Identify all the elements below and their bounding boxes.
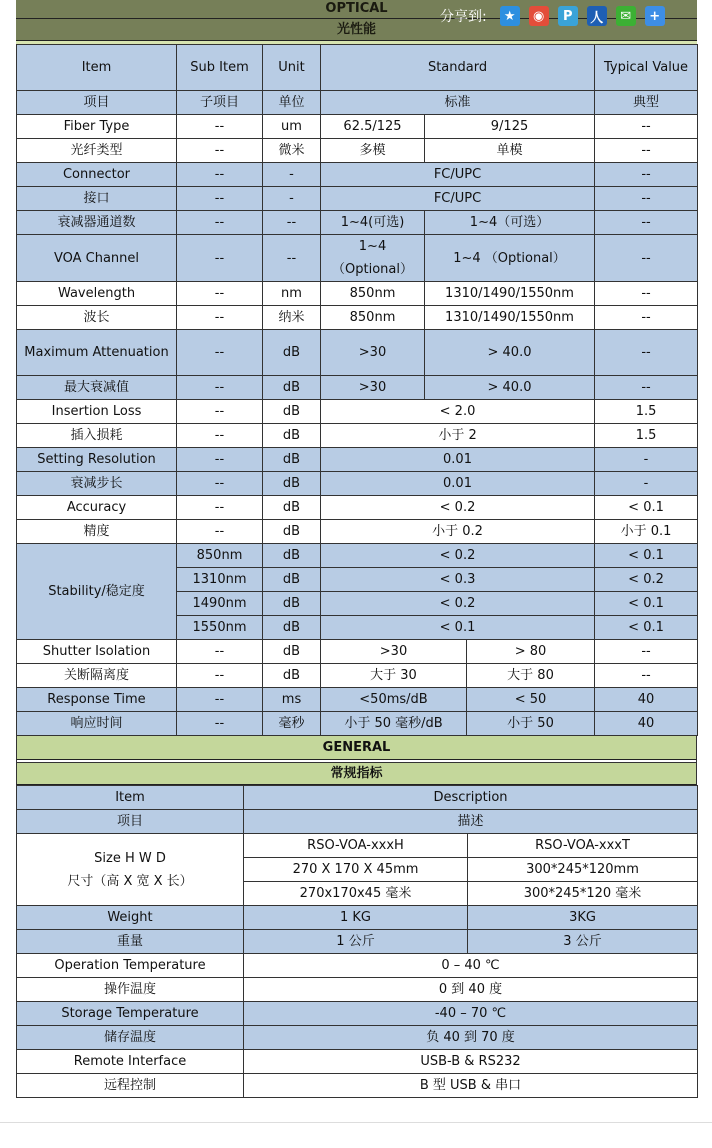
table-cell: < 0.3 xyxy=(321,568,595,592)
optical-subtitle: 光性能 xyxy=(16,19,697,41)
table-cell: - xyxy=(595,472,698,496)
table-cell: RSO-VOA-xxxT xyxy=(468,834,698,858)
table-row xyxy=(17,978,698,1002)
table-cell: -- xyxy=(595,282,698,306)
table-cell: Accuracy xyxy=(17,496,177,520)
table-cell: 850nm xyxy=(321,282,425,306)
table-cell: 40 xyxy=(595,712,698,736)
table-cell: -- xyxy=(177,448,263,472)
table-cell: -- xyxy=(177,235,263,282)
table-cell: 小于 50 毫秒/dB xyxy=(321,712,467,736)
table-cell: dB xyxy=(263,330,321,376)
table-row xyxy=(17,1050,698,1074)
table-cell: < 0.2 xyxy=(321,496,595,520)
table-cell: < 0.1 xyxy=(595,544,698,568)
table-cell: 1550nm xyxy=(177,616,263,640)
table-header-row xyxy=(17,45,698,91)
table-cell: 1 KG xyxy=(244,906,468,930)
table-cell: Stability/稳定度 xyxy=(17,544,177,640)
table-cell: 9/125 xyxy=(425,115,595,139)
table-cell: FC/UPC xyxy=(321,187,595,211)
wechat-icon[interactable]: ✉ xyxy=(616,6,636,26)
table-cell: Insertion Loss xyxy=(17,400,177,424)
table-cell: > 40.0 xyxy=(425,376,595,400)
table-cell: -- xyxy=(177,306,263,330)
table-cell: dB xyxy=(263,424,321,448)
table-cell: dB xyxy=(263,544,321,568)
column-header: Item xyxy=(17,45,177,91)
table-cell: -- xyxy=(177,115,263,139)
table-cell: -- xyxy=(177,163,263,187)
table-cell: 负 40 到 70 度 xyxy=(244,1026,698,1050)
table-cell: < 0.2 xyxy=(595,568,698,592)
table-cell: Maximum Attenuation xyxy=(17,330,177,376)
table-cell: -- xyxy=(595,306,698,330)
table-cell: dB xyxy=(263,568,321,592)
table-cell: dB xyxy=(263,376,321,400)
table-cell: -- xyxy=(177,400,263,424)
spec-sheet xyxy=(16,0,697,1098)
table-cell: dB xyxy=(263,616,321,640)
column-header: 子项目 xyxy=(177,91,263,115)
table-cell: -- xyxy=(177,187,263,211)
table-cell: Weight xyxy=(17,906,244,930)
table-row xyxy=(17,376,698,400)
table-cell: Connector xyxy=(17,163,177,187)
column-header: 项目 xyxy=(17,810,244,834)
table-cell: 1310/1490/1550nm xyxy=(425,306,595,330)
table-cell: Setting Resolution xyxy=(17,448,177,472)
table-cell: 0.01 xyxy=(321,448,595,472)
table-cell: Wavelength xyxy=(17,282,177,306)
table-cell: -- xyxy=(595,139,698,163)
table-cell: Response Time xyxy=(17,688,177,712)
table-cell: 1~4(可选) xyxy=(321,211,425,235)
table-row xyxy=(17,472,698,496)
table-row xyxy=(17,306,698,330)
table-cell: dB xyxy=(263,472,321,496)
table-cell: 储存温度 xyxy=(17,1026,244,1050)
table-cell: 1~4 （Optional） xyxy=(321,235,425,282)
table-cell: nm xyxy=(263,282,321,306)
table-row xyxy=(17,930,698,954)
table-cell: < 0.1 xyxy=(321,616,595,640)
table-cell: -- xyxy=(595,235,698,282)
column-header: Item xyxy=(17,786,244,810)
table-row xyxy=(17,906,698,930)
table-cell: 波长 xyxy=(17,306,177,330)
table-cell: 大于 80 xyxy=(467,664,595,688)
table-cell: 纳米 xyxy=(263,306,321,330)
weibo-icon[interactable]: ◉ xyxy=(529,6,549,26)
page-divider xyxy=(0,1122,712,1123)
table-cell: 关断隔离度 xyxy=(17,664,177,688)
table-cell: 插入损耗 xyxy=(17,424,177,448)
table-cell: -- xyxy=(177,472,263,496)
table-header-row xyxy=(17,91,698,115)
table-cell: dB xyxy=(263,640,321,664)
table-cell: - xyxy=(595,448,698,472)
column-header: Standard xyxy=(321,45,595,91)
table-cell: -- xyxy=(177,688,263,712)
table-cell: dB xyxy=(263,400,321,424)
table-cell: 大于 30 xyxy=(321,664,467,688)
table-cell: 微米 xyxy=(263,139,321,163)
table-cell: Shutter Isolation xyxy=(17,640,177,664)
table-cell: 小于 50 xyxy=(467,712,595,736)
table-cell: -- xyxy=(177,664,263,688)
table-cell: ms xyxy=(263,688,321,712)
table-cell: dB xyxy=(263,520,321,544)
share-label: 分享到: xyxy=(440,9,487,25)
tencent-weibo-icon[interactable]: P xyxy=(558,6,578,26)
table-cell: 单模 xyxy=(425,139,595,163)
table-cell: >30 xyxy=(321,376,425,400)
table-row xyxy=(17,163,698,187)
table-row xyxy=(17,664,698,688)
column-header: 标准 xyxy=(321,91,595,115)
table-cell: -- xyxy=(177,330,263,376)
table-cell: 重量 xyxy=(17,930,244,954)
table-row xyxy=(17,834,698,858)
table-cell: 0 到 40 度 xyxy=(244,978,698,1002)
table-row xyxy=(17,1074,698,1098)
table-cell: -- xyxy=(177,139,263,163)
table-cell: 小于 2 xyxy=(321,424,595,448)
table-cell: 850nm xyxy=(177,544,263,568)
table-cell: Remote Interface xyxy=(17,1050,244,1074)
table-row xyxy=(17,187,698,211)
column-header: Sub Item xyxy=(177,45,263,91)
table-cell: >30 xyxy=(321,330,425,376)
table-cell: -- xyxy=(177,211,263,235)
table-cell: 3KG xyxy=(468,906,698,930)
table-cell: 1.5 xyxy=(595,400,698,424)
table-cell: - xyxy=(263,163,321,187)
column-header: 典型 xyxy=(595,91,698,115)
table-row xyxy=(17,496,698,520)
table-row xyxy=(17,424,698,448)
table-cell: 小于 0.1 xyxy=(595,520,698,544)
table-cell: Operation Temperature xyxy=(17,954,244,978)
table-row xyxy=(17,520,698,544)
table-cell: 精度 xyxy=(17,520,177,544)
table-cell: 小于 0.2 xyxy=(321,520,595,544)
table-row xyxy=(17,1002,698,1026)
table-cell: -- xyxy=(263,235,321,282)
table-cell: >30 xyxy=(321,640,467,664)
general-subtitle: 常规指标 xyxy=(16,762,697,785)
qzone-icon[interactable]: ★ xyxy=(500,6,520,26)
table-cell: < 0.2 xyxy=(321,544,595,568)
table-cell: -- xyxy=(595,187,698,211)
table-cell: -- xyxy=(177,712,263,736)
table-cell: 1490nm xyxy=(177,592,263,616)
table-cell: 850nm xyxy=(321,306,425,330)
column-header: Typical Value xyxy=(595,45,698,91)
table-cell: < 0.2 xyxy=(321,592,595,616)
table-cell: dB xyxy=(263,496,321,520)
table-cell: VOA Channel xyxy=(17,235,177,282)
table-cell: <50ms/dB xyxy=(321,688,467,712)
table-row xyxy=(17,282,698,306)
table-cell: 300*245*120 毫米 xyxy=(468,882,698,906)
table-cell: -- xyxy=(263,211,321,235)
table-cell: USB-B & RS232 xyxy=(244,1050,698,1074)
table-row xyxy=(17,712,698,736)
table-row xyxy=(17,448,698,472)
table-row xyxy=(17,688,698,712)
table-cell: Fiber Type xyxy=(17,115,177,139)
table-cell: 操作温度 xyxy=(17,978,244,1002)
table-cell: dB xyxy=(263,448,321,472)
general-title: GENERAL xyxy=(16,736,697,760)
table-cell: B 型 USB & 串口 xyxy=(244,1074,698,1098)
table-cell: 1~4 （Optional） xyxy=(425,235,595,282)
table-cell: dB xyxy=(263,592,321,616)
table-cell: 1310/1490/1550nm xyxy=(425,282,595,306)
table-cell: Storage Temperature xyxy=(17,1002,244,1026)
column-header: Unit xyxy=(263,45,321,91)
table-cell: FC/UPC xyxy=(321,163,595,187)
share-bar xyxy=(440,6,665,26)
table-row xyxy=(17,1026,698,1050)
table-cell: -- xyxy=(177,376,263,400)
table-cell: -- xyxy=(177,282,263,306)
optical-title: OPTICAL xyxy=(16,0,697,19)
table-cell: < 0.1 xyxy=(595,616,698,640)
table-cell: 270x170x45 毫米 xyxy=(244,882,468,906)
table-cell: 1.5 xyxy=(595,424,698,448)
table-cell: -- xyxy=(177,640,263,664)
column-header: 项目 xyxy=(17,91,177,115)
table-cell: 衰减器通道数 xyxy=(17,211,177,235)
table-cell: 最大衰减值 xyxy=(17,376,177,400)
table-cell: 0.01 xyxy=(321,472,595,496)
table-cell: -- xyxy=(595,211,698,235)
table-header-row xyxy=(17,810,698,834)
table-cell: > 40.0 xyxy=(425,330,595,376)
table-cell: - xyxy=(263,187,321,211)
table-cell: 300*245*120mm xyxy=(468,858,698,882)
table-cell: 0 – 40 ℃ xyxy=(244,954,698,978)
table-row xyxy=(17,211,698,235)
table-cell: < 2.0 xyxy=(321,400,595,424)
table-cell: -- xyxy=(595,376,698,400)
table-cell: -- xyxy=(177,496,263,520)
general-spec-table xyxy=(16,785,698,1098)
table-cell: Size H W D 尺寸（高 X 宽 X 长） xyxy=(17,834,244,906)
table-cell: < 50 xyxy=(467,688,595,712)
table-cell: 270 X 170 X 45mm xyxy=(244,858,468,882)
table-cell: 40 xyxy=(595,688,698,712)
table-cell: 响应时间 xyxy=(17,712,177,736)
table-row xyxy=(17,115,698,139)
table-cell: -40 – 70 ℃ xyxy=(244,1002,698,1026)
table-cell: > 80 xyxy=(467,640,595,664)
table-cell: um xyxy=(263,115,321,139)
table-cell: 远程控制 xyxy=(17,1074,244,1098)
table-cell: 衰减步长 xyxy=(17,472,177,496)
table-cell: -- xyxy=(595,330,698,376)
table-cell: < 0.1 xyxy=(595,592,698,616)
table-cell: dB xyxy=(263,664,321,688)
table-header-row xyxy=(17,786,698,810)
column-header: 描述 xyxy=(244,810,698,834)
table-row xyxy=(17,954,698,978)
table-cell: 光纤类型 xyxy=(17,139,177,163)
table-cell: 3 公斤 xyxy=(468,930,698,954)
table-cell: 1 公斤 xyxy=(244,930,468,954)
table-row xyxy=(17,235,698,282)
table-cell: 毫秒 xyxy=(263,712,321,736)
table-row xyxy=(17,330,698,376)
table-cell: 1310nm xyxy=(177,568,263,592)
table-cell: RSO-VOA-xxxH xyxy=(244,834,468,858)
table-cell: -- xyxy=(177,424,263,448)
table-cell: 62.5/125 xyxy=(321,115,425,139)
table-row xyxy=(17,139,698,163)
table-cell: 1~4（可选） xyxy=(425,211,595,235)
table-row xyxy=(17,640,698,664)
table-cell: 多模 xyxy=(321,139,425,163)
table-cell: -- xyxy=(595,163,698,187)
renren-icon[interactable]: 人 xyxy=(587,6,607,26)
table-row xyxy=(17,400,698,424)
table-cell: -- xyxy=(595,640,698,664)
table-cell: < 0.1 xyxy=(595,496,698,520)
table-cell: -- xyxy=(595,115,698,139)
column-header: 单位 xyxy=(263,91,321,115)
table-cell: 接口 xyxy=(17,187,177,211)
table-cell: -- xyxy=(177,520,263,544)
table-cell: -- xyxy=(595,664,698,688)
optical-spec-table xyxy=(16,44,698,736)
more-share-icon[interactable]: + xyxy=(645,6,665,26)
column-header: Description xyxy=(244,786,698,810)
table-row xyxy=(17,544,698,568)
